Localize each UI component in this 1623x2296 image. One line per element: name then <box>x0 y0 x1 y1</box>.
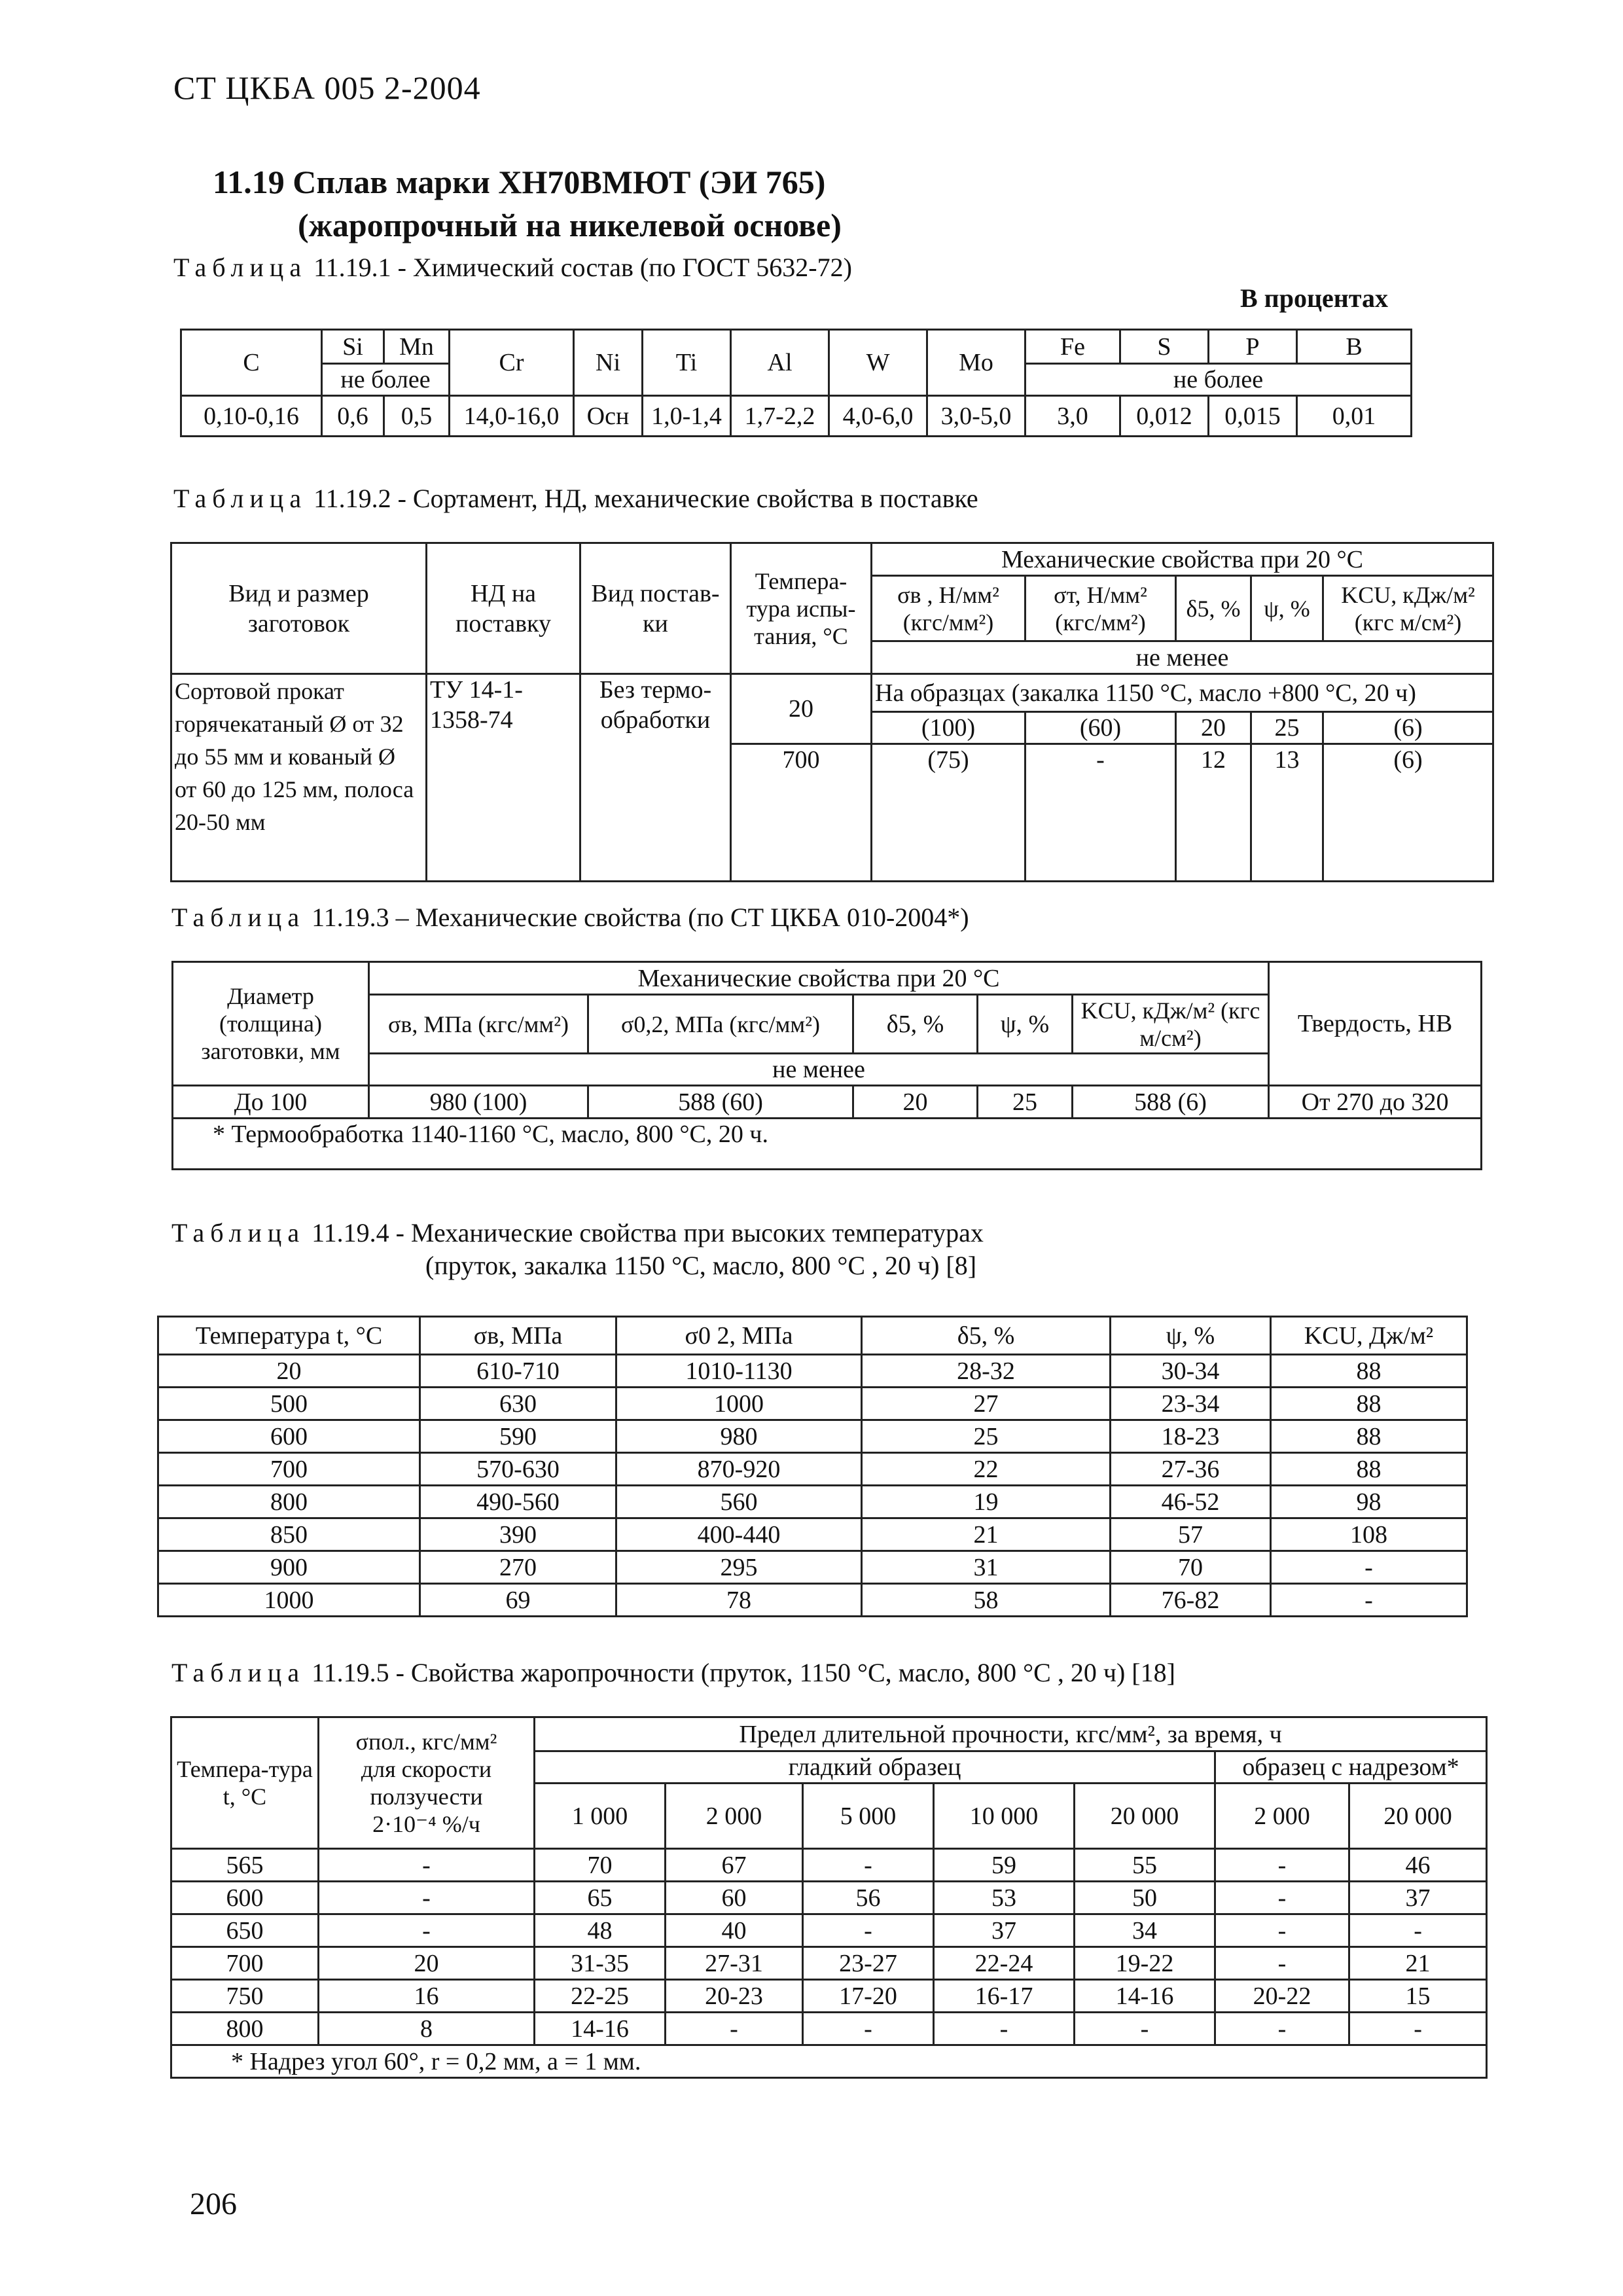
table2-h-nd: НД на поставку <box>427 543 580 674</box>
table2-h-supply: Вид постав-ки <box>580 543 731 674</box>
table4-cell: 270 <box>420 1551 616 1584</box>
table3-cell: 20 <box>853 1086 978 1119</box>
table4-cell: 70 <box>1111 1551 1271 1584</box>
table1-cell: 0,015 <box>1209 396 1297 437</box>
table5-cell: 20-22 <box>1215 1980 1349 2013</box>
table5-h-spol-line1: σпол., кгс/мм² <box>355 1729 497 1755</box>
table4-cell: 23-34 <box>1111 1388 1271 1420</box>
table4-cell: 700 <box>158 1453 420 1486</box>
table2-cell: (6) <box>1323 712 1493 744</box>
table5-cell: - <box>1075 2013 1215 2045</box>
table5-cell: - <box>319 1882 535 1914</box>
table4-high-temp-properties <box>157 1316 1468 1617</box>
table4-cell: 1000 <box>616 1388 862 1420</box>
table4-cell: 600 <box>158 1420 420 1453</box>
table1-col-p: P <box>1209 330 1297 364</box>
table-row <box>171 1882 1487 1914</box>
table3-h-kcu: KCU, кДж/м² (кгс м/см²) <box>1073 995 1269 1054</box>
section-title <box>213 160 842 247</box>
table1-cell: 0,01 <box>1297 396 1412 437</box>
table5-h-spol <box>319 1717 535 1849</box>
table2-header-row1 <box>171 543 1493 576</box>
table2-temp-700: 700 <box>731 744 872 882</box>
table5-cell: 31-35 <box>535 1947 666 1980</box>
table2-h-st: σт, Н/мм² (кгс/мм²) <box>1026 576 1176 641</box>
table5-h-spol-line2: для скорости ползучести <box>361 1756 492 1810</box>
table4-caption-text: 11.19.4 - Механические свойства при высоких температурах <box>312 1218 984 1247</box>
table5-cell: 60 <box>666 1882 803 1914</box>
table2-sample-note: На образцах (закалка 1150 °С, масло +800 °С, 20 ч) <box>872 674 1493 712</box>
table2-kind: Сортовой прокат горячекатаный Ø от 32 до 55 мм и кованый Ø от 60 до 125 мм, полоса 20-50 мм <box>171 674 427 882</box>
table5-cell: 59 <box>934 1849 1075 1882</box>
table4-h-kcu: KCU, Дж/м² <box>1271 1317 1467 1355</box>
table2-cell: (6) <box>1323 744 1493 882</box>
table5-h-time: 20 000 <box>1075 1784 1215 1849</box>
table4-cell: 1010-1130 <box>616 1355 862 1388</box>
table5-caption <box>171 1657 1175 1688</box>
table4-cell: 800 <box>158 1486 420 1518</box>
table5-cell: - <box>1215 1947 1349 1980</box>
table5-cell: 800 <box>171 2013 319 2045</box>
table1-col-ti: Ti <box>643 330 731 396</box>
table-row <box>158 1388 1467 1420</box>
table5-cell: 70 <box>535 1849 666 1882</box>
table4-cell: 19 <box>862 1486 1111 1518</box>
table4-cell: 78 <box>616 1584 862 1617</box>
table3-cell: От 270 до 320 <box>1269 1086 1482 1119</box>
table1-col-s: S <box>1120 330 1209 364</box>
table-row <box>158 1584 1467 1617</box>
table3-cell: 588 (6) <box>1073 1086 1269 1119</box>
table4-cell: 88 <box>1271 1388 1467 1420</box>
table4-cell: 560 <box>616 1486 862 1518</box>
table5-note: * Надрез угол 60°, r = 0,2 мм, a = 1 мм. <box>171 2045 1487 2078</box>
table4-cell: 28-32 <box>862 1355 1111 1388</box>
table5-h-time: 10 000 <box>934 1784 1075 1849</box>
table5-cell: 14-16 <box>535 2013 666 2045</box>
table5-cell: 53 <box>934 1882 1075 1914</box>
table2-temp-20: 20 <box>731 674 872 744</box>
table1-cell: 1,7-2,2 <box>731 396 829 437</box>
table1-col-mo: Mo <box>927 330 1026 396</box>
table2-note-row <box>171 674 1493 712</box>
table4-cell: 30-34 <box>1111 1355 1271 1388</box>
table5-cell: - <box>803 2013 934 2045</box>
table5-h-spol-line3: 2·10⁻⁴ %/ч <box>372 1811 480 1837</box>
table1-values-row <box>181 396 1412 437</box>
table-row <box>158 1355 1467 1388</box>
table5-cell: 50 <box>1075 1882 1215 1914</box>
table3-mech-properties <box>171 961 1482 1170</box>
table2-not-less: не менее <box>872 641 1493 674</box>
table5-header-row1 <box>171 1717 1487 1751</box>
table5-cell: 48 <box>535 1914 666 1947</box>
table3-h-hb: Твердость, НВ <box>1269 962 1482 1086</box>
table-row <box>158 1518 1467 1551</box>
table5-cell: 27-31 <box>666 1947 803 1980</box>
table3-label: Таблица <box>171 903 306 932</box>
table5-h-time: 1 000 <box>535 1784 666 1849</box>
table2-cell: 12 <box>1176 744 1251 882</box>
table5-cell: 23-27 <box>803 1947 934 1980</box>
table1-cell: 0,10-0,16 <box>181 396 322 437</box>
table2-h-kind: Вид и размер заготовок <box>171 543 427 674</box>
table5-cell: 16-17 <box>934 1980 1075 2013</box>
table4-cell: 850 <box>158 1518 420 1551</box>
table-row <box>158 1453 1467 1486</box>
table4-cell: 390 <box>420 1518 616 1551</box>
table4-cell: 58 <box>862 1584 1111 1617</box>
table1-col-al: Al <box>731 330 829 396</box>
table5-caption-text: 11.19.5 - Свойства жаропрочности (пруток, 1150 °С, масло, 800 °С , 20 ч) [18] <box>312 1658 1175 1687</box>
table3-caption-text: 11.19.3 – Механические свойства (по СТ ЦКБА 010-2004*) <box>312 903 969 932</box>
table5-h-limit: Предел длительной прочности, кгс/мм², за время, ч <box>535 1717 1487 1751</box>
table4-cell: 76-82 <box>1111 1584 1271 1617</box>
table1-col-fe: Fe <box>1026 330 1120 364</box>
table2-h-kcu: KCU, кДж/м² (кгс м/см²) <box>1323 576 1493 641</box>
table1-cell: 0,5 <box>384 396 450 437</box>
table5-cell: 37 <box>934 1914 1075 1947</box>
table1-units: В процентах <box>1240 283 1388 313</box>
table-row <box>171 1849 1487 1882</box>
table1-header-row <box>181 330 1412 364</box>
table1-sub-not-more-left: не более <box>322 364 450 396</box>
table3-note-row <box>173 1119 1482 1170</box>
table5-cell: 21 <box>1349 1947 1487 1980</box>
table4-cell: - <box>1271 1551 1467 1584</box>
table4-cell: 295 <box>616 1551 862 1584</box>
table5-cell: 650 <box>171 1914 319 1947</box>
table1-col-mn: Mn <box>384 330 450 364</box>
table4-cell: 400-440 <box>616 1518 862 1551</box>
table4-cell: 20 <box>158 1355 420 1388</box>
table5-cell: - <box>1215 1914 1349 1947</box>
table5-cell: - <box>1215 1882 1349 1914</box>
table4-cell: 27-36 <box>1111 1453 1271 1486</box>
table3-not-less: не менее <box>369 1054 1269 1086</box>
table5-cell: 8 <box>319 2013 535 2045</box>
table5-cell: 55 <box>1075 1849 1215 1882</box>
table5-cell: 46 <box>1349 1849 1487 1882</box>
table5-cell: - <box>1215 2013 1349 2045</box>
table5-cell: - <box>1349 2013 1487 2045</box>
table4-cell: - <box>1271 1584 1467 1617</box>
table1-cell: 0,012 <box>1120 396 1209 437</box>
table-row <box>171 1980 1487 2013</box>
table2-cell: (75) <box>872 744 1026 882</box>
table4-h-d5: δ5, % <box>862 1317 1111 1355</box>
table-row <box>158 1420 1467 1453</box>
table5-label: Таблица <box>171 1658 306 1687</box>
table2-label: Таблица <box>173 484 308 513</box>
table5-h-time: 5 000 <box>803 1784 934 1849</box>
table4-cell: 25 <box>862 1420 1111 1453</box>
table2-h-mech: Механические свойства при 20 °С <box>872 543 1493 576</box>
table3-h-mech: Механические свойства при 20 °С <box>369 962 1269 995</box>
table5-cell: - <box>803 1914 934 1947</box>
table3-data-row <box>173 1086 1482 1119</box>
table2-supply-properties <box>170 542 1494 882</box>
table4-cell: 57 <box>1111 1518 1271 1551</box>
table5-cell: - <box>319 1849 535 1882</box>
table1-chemical-composition <box>180 329 1412 437</box>
table4-caption <box>171 1217 984 1248</box>
table5-h-smooth: гладкий образец <box>535 1751 1215 1784</box>
table5-cell: 565 <box>171 1849 319 1882</box>
table4-cell: 88 <box>1271 1453 1467 1486</box>
table3-h-d5: δ5, % <box>853 995 978 1054</box>
table5-cell: - <box>319 1914 535 1947</box>
table5-h-notch: образец с надрезом* <box>1215 1751 1487 1784</box>
table1-cell: Осн <box>574 396 643 437</box>
table4-cell: 630 <box>420 1388 616 1420</box>
table1-cell: 0,6 <box>322 396 384 437</box>
table-row <box>158 1551 1467 1584</box>
table1-cell: 14,0-16,0 <box>450 396 574 437</box>
table5-cell: 14-16 <box>1075 1980 1215 2013</box>
page-number: 206 <box>190 2187 237 2221</box>
table3-h-diam: Диаметр (толщина) заготовки, мм <box>173 962 369 1086</box>
table5-creep-rupture-properties <box>170 1716 1488 2079</box>
table1-cell: 3,0 <box>1026 396 1120 437</box>
table1-col-w: W <box>829 330 927 396</box>
table5-cell: 16 <box>319 1980 535 2013</box>
document-header: СТ ЦКБА 005 2-2004 <box>173 69 481 106</box>
table2-cell: 25 <box>1251 712 1323 744</box>
table5-cell: 600 <box>171 1882 319 1914</box>
table5-cell: 34 <box>1075 1914 1215 1947</box>
table4-cell: 88 <box>1271 1355 1467 1388</box>
section-title-line1: 11.19 Сплав марки ХН70ВМЮТ (ЭИ 765) <box>213 164 826 200</box>
table2-cell: - <box>1026 744 1176 882</box>
table1-col-cr: Cr <box>450 330 574 396</box>
table1-caption-text: 11.19.1 - Химический состав (по ГОСТ 5632-72) <box>313 253 852 282</box>
table3-caption <box>171 902 969 933</box>
section-title-line2: (жаропрочный на никелевой основе) <box>298 207 842 243</box>
table3-cell: 588 (60) <box>588 1086 853 1119</box>
table3-cell: 980 (100) <box>369 1086 588 1119</box>
table5-cell: 700 <box>171 1947 319 1980</box>
table2-caption-text: 11.19.2 - Сортамент, НД, механические свойства в поставке <box>313 484 978 513</box>
table5-cell: 20-23 <box>666 1980 803 2013</box>
table4-cell: 108 <box>1271 1518 1467 1551</box>
table5-cell: 22-25 <box>535 1980 666 2013</box>
table2-h-psi: ψ, % <box>1251 576 1323 641</box>
table4-cell: 88 <box>1271 1420 1467 1453</box>
table4-h-temp: Температура t, °С <box>158 1317 420 1355</box>
table4-cell: 980 <box>616 1420 862 1453</box>
table4-cell: 46-52 <box>1111 1486 1271 1518</box>
table5-cell: - <box>1215 1849 1349 1882</box>
table5-cell: 17-20 <box>803 1980 934 2013</box>
table5-cell: 22-24 <box>934 1947 1075 1980</box>
table5-cell: 15 <box>1349 1980 1487 2013</box>
table5-cell: 37 <box>1349 1882 1487 1914</box>
table1-cell: 3,0-5,0 <box>927 396 1026 437</box>
table4-caption-line2: (пруток, закалка 1150 °С, масло, 800 °С , 20 ч) [8] <box>425 1251 977 1280</box>
table1-label: Таблица <box>173 253 308 282</box>
table4-label: Таблица <box>171 1218 306 1247</box>
table3-h-s02: σ0,2, МПа (кгс/мм²) <box>588 995 853 1054</box>
table5-note-row <box>171 2045 1487 2078</box>
table5-cell: 67 <box>666 1849 803 1882</box>
table1-sub-not-more-right: не более <box>1026 364 1412 396</box>
table4-h-s02: σ0 2, МПа <box>616 1317 862 1355</box>
table1-col-b: B <box>1297 330 1412 364</box>
table3-cell: До 100 <box>173 1086 369 1119</box>
table5-h-temp: Темпера-тура t, °С <box>171 1717 319 1849</box>
table-row <box>158 1486 1467 1518</box>
table4-cell: 69 <box>420 1584 616 1617</box>
table5-cell: - <box>666 2013 803 2045</box>
table-row <box>171 2013 1487 2045</box>
table5-h-time: 20 000 <box>1349 1784 1487 1849</box>
table4-cell: 98 <box>1271 1486 1467 1518</box>
table2-cell: 13 <box>1251 744 1323 882</box>
table2-supply: Без термо-обработки <box>580 674 731 882</box>
table3-header-row1 <box>173 962 1482 995</box>
table4-cell: 22 <box>862 1453 1111 1486</box>
table5-cell: 20 <box>319 1947 535 1980</box>
table5-cell: 750 <box>171 1980 319 2013</box>
table5-h-time: 2 000 <box>666 1784 803 1849</box>
table1-caption <box>173 252 852 283</box>
table5-cell: 56 <box>803 1882 934 1914</box>
table4-cell: 490-560 <box>420 1486 616 1518</box>
table3-cell: 25 <box>978 1086 1073 1119</box>
table3-h-sb: σв, МПа (кгс/мм²) <box>369 995 588 1054</box>
table5-cell: - <box>803 1849 934 1882</box>
table5-cell: 40 <box>666 1914 803 1947</box>
table2-cell: (60) <box>1026 712 1176 744</box>
table2-h-sb: σв , Н/мм² (кгс/мм²) <box>872 576 1026 641</box>
table5-cell: 19-22 <box>1075 1947 1215 1980</box>
table4-cell: 570-630 <box>420 1453 616 1486</box>
table4-cell: 18-23 <box>1111 1420 1271 1453</box>
table-row <box>171 1914 1487 1947</box>
table2-cell: 20 <box>1176 712 1251 744</box>
table2-cell: (100) <box>872 712 1026 744</box>
table5-cell: - <box>1349 1914 1487 1947</box>
table4-cell: 500 <box>158 1388 420 1420</box>
table1-col-ni: Ni <box>574 330 643 396</box>
table2-caption <box>173 483 978 514</box>
table2-nd: ТУ 14-1-1358-74 <box>427 674 580 882</box>
table4-h-sb: σв, МПа <box>420 1317 616 1355</box>
table4-cell: 27 <box>862 1388 1111 1420</box>
table2-h-temp: Темпера-тура испы-тания, °С <box>731 543 872 674</box>
table3-note: * Термообработка 1140-1160 °С, масло, 800 °С, 20 ч. <box>173 1119 1482 1170</box>
table-row <box>171 1947 1487 1980</box>
table4-header-row <box>158 1317 1467 1355</box>
table1-cell: 1,0-1,4 <box>643 396 731 437</box>
table4-cell: 31 <box>862 1551 1111 1584</box>
table4-cell: 1000 <box>158 1584 420 1617</box>
table3-h-psi: ψ, % <box>978 995 1073 1054</box>
table5-cell: - <box>934 2013 1075 2045</box>
table4-cell: 870-920 <box>616 1453 862 1486</box>
table5-cell: 65 <box>535 1882 666 1914</box>
table1-col-c: C <box>181 330 322 396</box>
table4-cell: 900 <box>158 1551 420 1584</box>
table4-cell: 590 <box>420 1420 616 1453</box>
table1-col-si: Si <box>322 330 384 364</box>
table2-h-d5: δ5, % <box>1176 576 1251 641</box>
table4-cell: 610-710 <box>420 1355 616 1388</box>
table4-h-psi: ψ, % <box>1111 1317 1271 1355</box>
table5-h-time: 2 000 <box>1215 1784 1349 1849</box>
table1-cell: 4,0-6,0 <box>829 396 927 437</box>
table4-cell: 21 <box>862 1518 1111 1551</box>
